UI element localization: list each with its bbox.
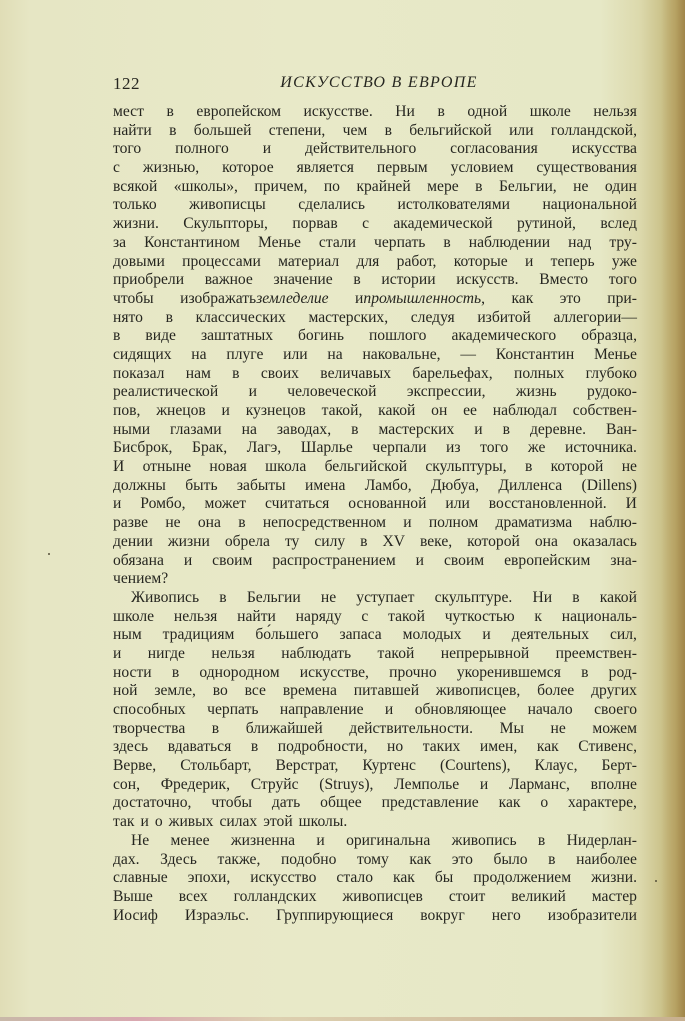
text-line: Иосиф Израэльс. Группирующиеся вокруг него изобразители: [113, 906, 637, 924]
text-line: сидящих на плуге или на наковальне, — Константин Менье: [113, 345, 637, 363]
paper-speck: [655, 880, 657, 882]
text-line: найти в большей степени, чем в бельгийской или голландской,: [113, 121, 637, 139]
text-line: дении жизни обрела ту силу в XV веке, которой она оказалась: [113, 532, 637, 550]
text-line: реалистической и человеческой экспрессии, жизнь рудоко-: [113, 383, 637, 401]
text-line: Не менее жизненна и оригинальна живопись в Нидерлан-: [131, 831, 637, 849]
text-line: ной земле, во все времена питавшей живописцев, более других: [113, 682, 637, 700]
text-line: творчества в ближайшей действительности. Мы не можем: [113, 719, 637, 737]
text-line: всякой «школы», причем, по крайней мере в Бельгии, не один: [113, 177, 637, 195]
text-line: ным традициям бо́льшего запаса молодых и деятельных сил,: [113, 626, 637, 644]
text-line: только живописцы сделались истолкователями национальной: [113, 196, 637, 214]
body-text: [113, 103, 637, 925]
text-line: так и о живых силах этой школы.: [113, 813, 348, 831]
text-line: Верве, Стольбарт, Верстрат, Куртенс (Courtens), Клаус, Берт-: [113, 757, 637, 775]
text-line: ности в однородном искусстве, прочно укоренившемся в род-: [113, 663, 637, 681]
text-line: сон, Фредерик, Струйс (Struys), Лемполье и Ларманс, вполне: [113, 775, 637, 793]
text-line: способных черпать направление и обновляющее начало своего: [113, 701, 637, 718]
text-line: дах. Здесь также, подобно тому как это было в наиболее: [113, 850, 637, 868]
text-line: и нигде нельзя наблюдать такой непрерывной преемствен-: [113, 644, 637, 662]
text-line: показал нам в своих величавых барельефах, полных глубоко: [113, 364, 637, 382]
text-line: нято в классических мастерских, следуя избитой аллегории—: [113, 308, 637, 326]
text-line: чтобы изображатьземледелие ипромышленность, как это при-: [113, 289, 637, 307]
text-line: школе нельзя найти наряду с такой чуткостью к националь-: [113, 607, 637, 625]
text-line: пов, жнецов и кузнецов такой, какой он ее наблюдал собствен-: [113, 402, 637, 419]
text-line: здесь вдаваться в подробности, но таких имен, как Стивенс,: [113, 738, 637, 756]
text-line: чением?: [113, 570, 169, 588]
text-line: разве не она в непосредственном и полном драматизма наблю-: [113, 514, 637, 532]
text-line: того полного и действительного согласования искусства: [113, 140, 637, 158]
text-line: в виде заштатных богинь пошлого академического образца,: [113, 327, 637, 345]
text-line: Выше всех голландских живописцев стоит великий мастер: [113, 887, 637, 905]
text-line: И отныне новая школа бельгийской скульптуры, в которой не: [113, 458, 637, 476]
running-title: ИСКУССТВО В ЕВРОПЕ: [280, 74, 478, 91]
text-line: мест в европейском искусстве. Ни в одной школе нельзя: [113, 103, 637, 120]
text-line: ными глазами на заводах, в мастерских и в деревне. Ван-: [113, 420, 637, 438]
text-line: Живопись в Бельгии не уступает скульптуре. Ни в какой: [131, 588, 637, 606]
text-line: и Ромбо, может считаться основанной или восстановленной. И: [113, 495, 637, 513]
text-line: с жизнью, которое является первым условием существования: [113, 159, 637, 177]
page-header: [113, 74, 635, 96]
text-line: славные эпохи, искусство стало как бы продолжением жизни.: [113, 869, 637, 887]
page-number: 122: [113, 74, 140, 93]
page-gutter-shadow: [661, 0, 685, 1021]
text-line: приобрели важное значение в истории искусств. Вместо того: [113, 271, 637, 289]
text-line: должны быть забыты имена Ламбо, Дюбуа, Дилленса (Dillens): [113, 476, 637, 494]
text-line: жизни. Скульпторы, порвав с академической рутиной, вслед: [113, 215, 637, 233]
text-line: за Константином Менье стали черпать в наблюдении над тру-: [113, 233, 637, 251]
paper-speck: [48, 553, 50, 555]
emphasized-term: земледелие: [256, 289, 329, 307]
text-line: обязана и своим распространением и своим европейским зна-: [113, 551, 637, 569]
text-line: достаточно, чтобы дать общее представление как о характере,: [113, 794, 637, 812]
text-line: Бисброк, Брак, Лагэ, Шарлье черпали из того же источника.: [113, 439, 637, 457]
emphasized-term: промышленность: [363, 289, 482, 307]
text-line: довыми процессами материал для работ, которые и теперь уже: [113, 252, 637, 270]
page-bottom-edge: [0, 1017, 685, 1021]
